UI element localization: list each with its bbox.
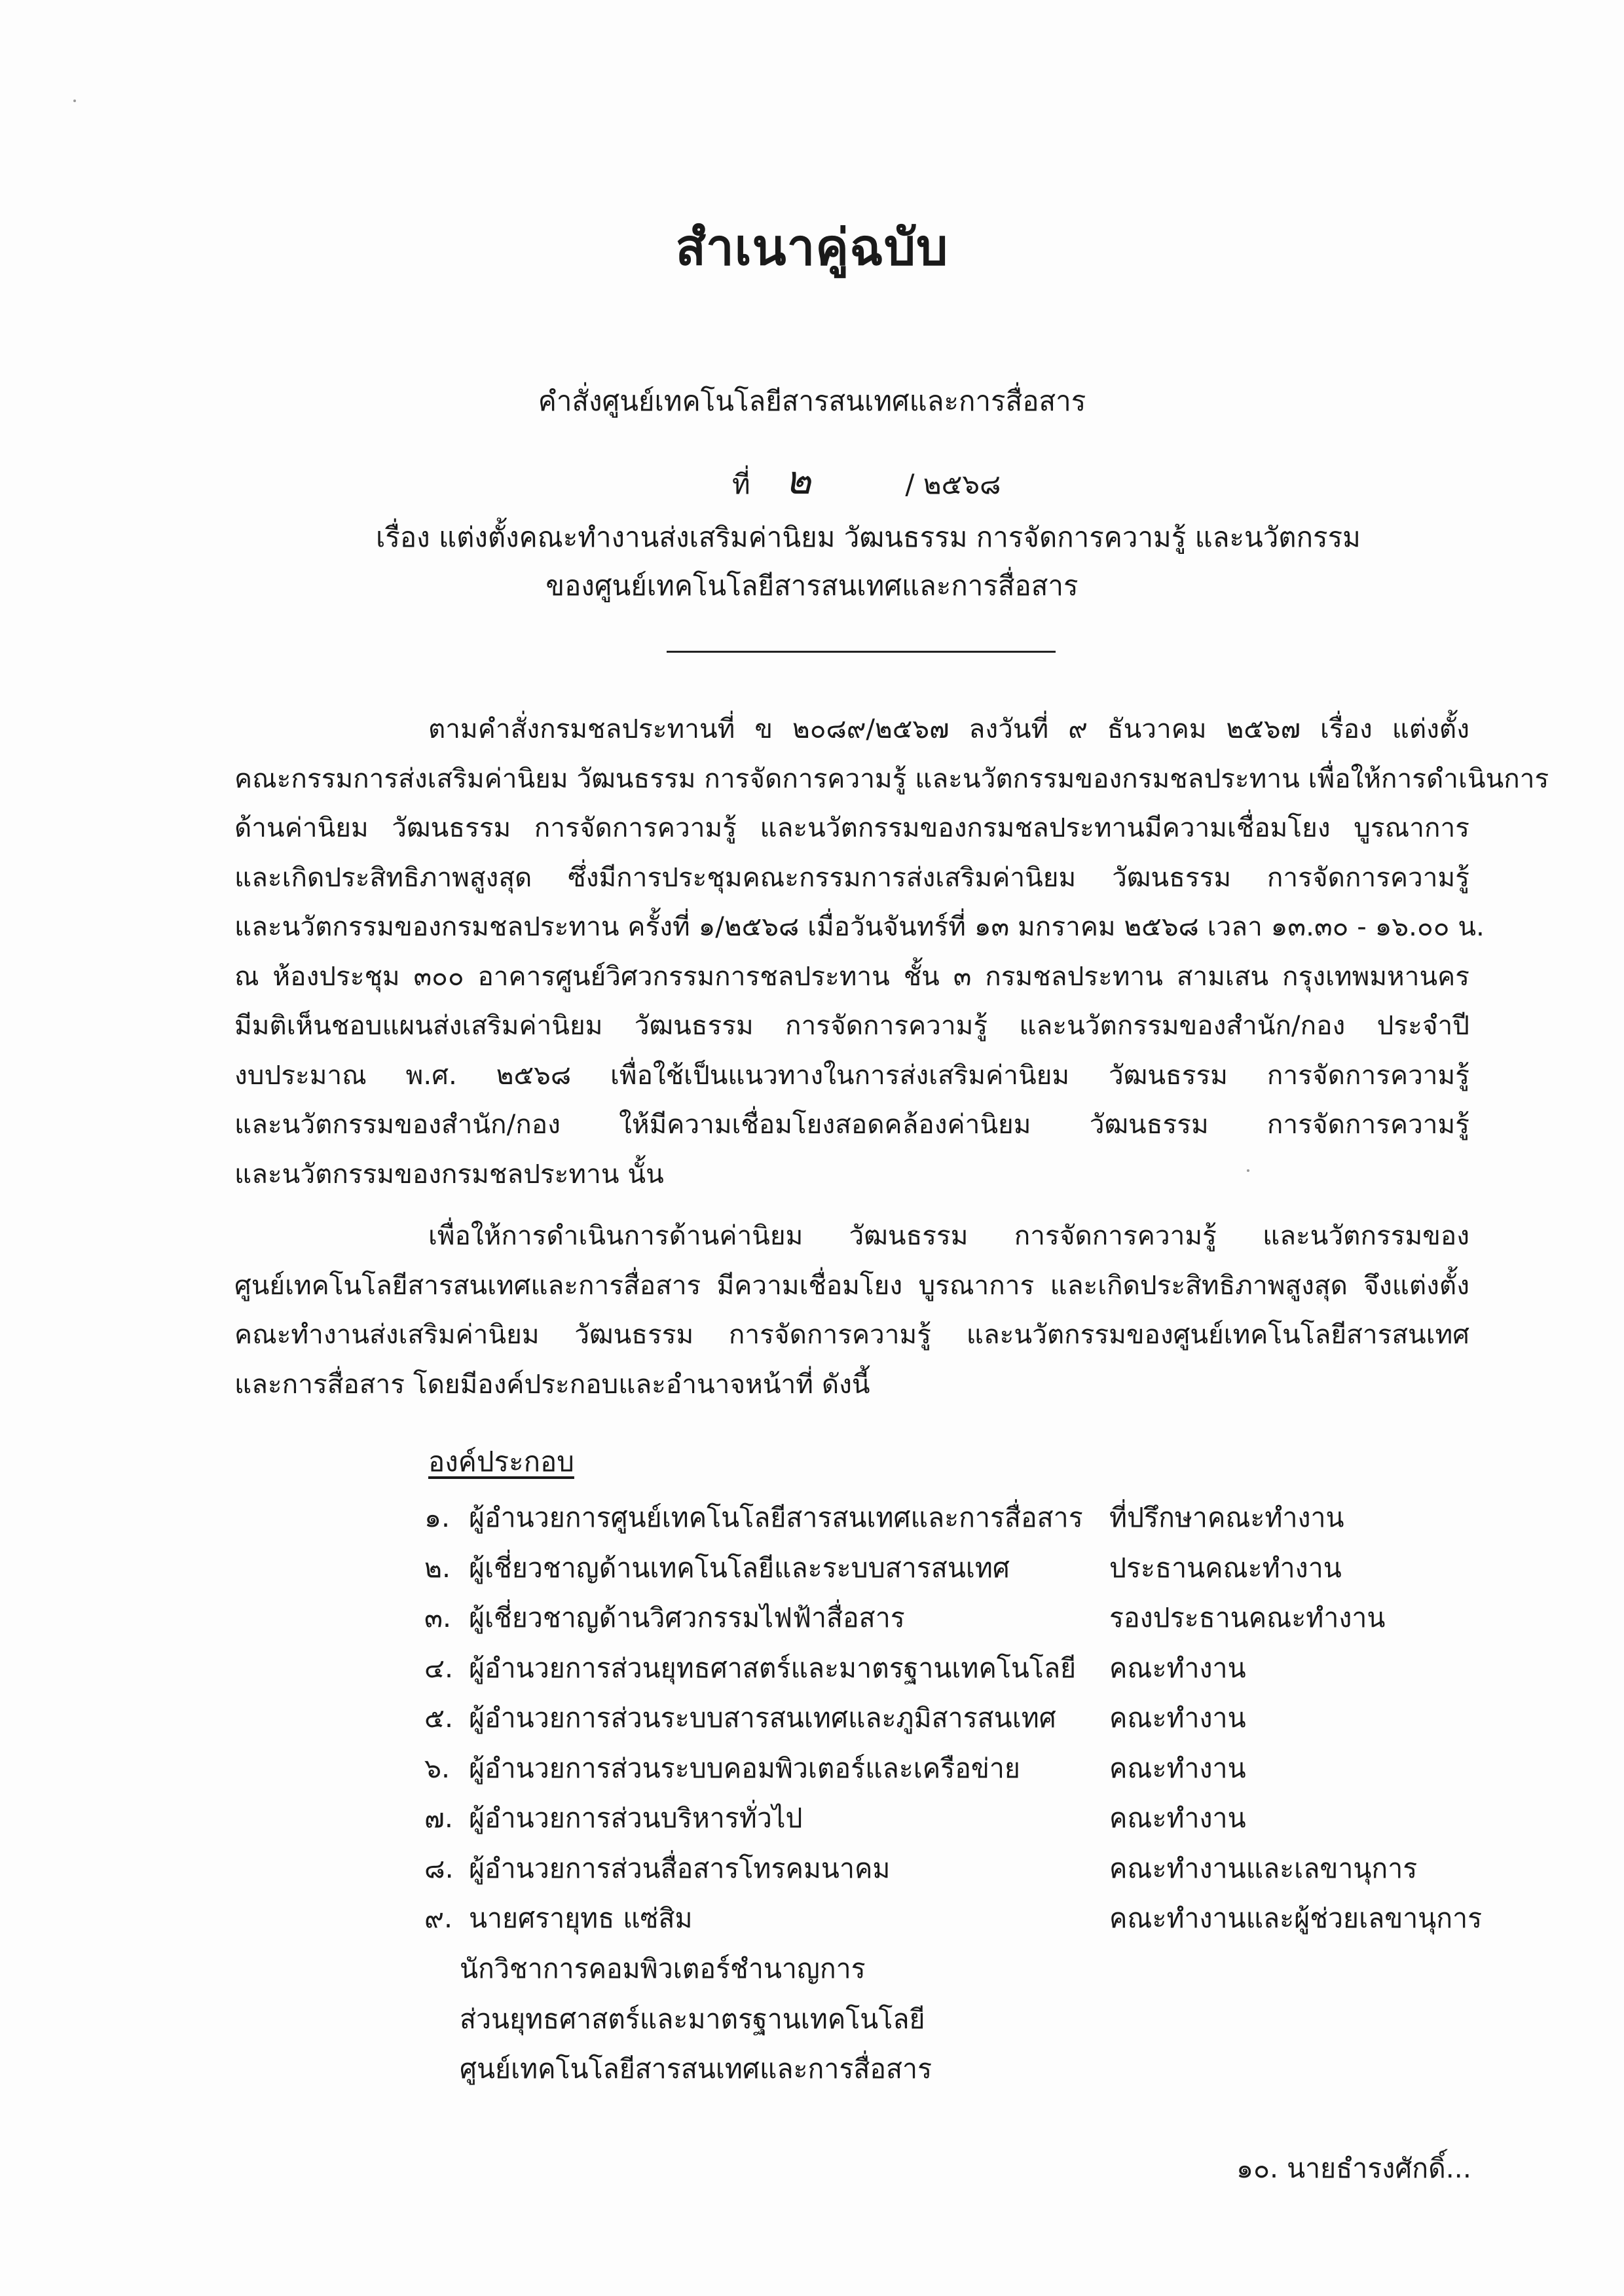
paragraph-appointment bbox=[234, 1211, 1469, 1409]
member-name: ผู้อำนวยการศูนย์เทคโนโลยีสารสนเทศและการสื่อสาร bbox=[469, 1502, 1083, 1533]
order-number-label: ที่ bbox=[732, 468, 750, 500]
member-row bbox=[0, 1897, 1624, 1948]
member-role: รองประธานคณะทำงาน bbox=[1109, 1602, 1386, 1633]
member-role: คณะทำงานและเลขานุการ bbox=[1109, 1852, 1418, 1884]
paragraph-line: ณ ห้องประชุม ๓๐๐ อาคารศูนย์วิศวกรรมการชลประทาน ชั้น ๓ กรมชลประทาน สามเสน กรุงเทพมหานคร bbox=[234, 960, 1469, 992]
member-role: คณะทำงาน bbox=[1109, 1702, 1246, 1734]
member-name: ผู้อำนวยการส่วนยุทธศาสตร์และมาตรฐานเทคโนโลยี bbox=[469, 1652, 1077, 1684]
member-name: ผู้เชี่ยวชาญด้านวิศวกรรมไฟฟ้าสื่อสาร bbox=[469, 1602, 905, 1633]
member-name: ผู้เชี่ยวชาญด้านเทคโนโลยีและระบบสารสนเทศ bbox=[469, 1552, 1010, 1584]
member-row bbox=[0, 1497, 1624, 1547]
member-9-division: ส่วนยุทธศาสตร์และมาตรฐานเทคโนโลยี bbox=[460, 2003, 925, 2035]
order-number-handwritten: ๒ bbox=[785, 458, 811, 503]
scan-speck bbox=[73, 100, 76, 102]
member-name: นายศรายุทธ แซ่สิม bbox=[469, 1903, 693, 1934]
paragraph-line: และนวัตกรรมของกรมชลประทาน นั้น bbox=[234, 1157, 664, 1190]
paragraph-reference bbox=[234, 704, 1549, 1199]
order-number bbox=[732, 449, 1001, 511]
member-number: ๓. bbox=[424, 1602, 452, 1633]
copy-stamp-title: สำเนาคู่ฉบับ bbox=[675, 218, 949, 276]
member-row bbox=[0, 1797, 1624, 1848]
member-row bbox=[0, 1697, 1624, 1747]
member-number: ๔. bbox=[424, 1652, 454, 1684]
member-number: ๕. bbox=[424, 1702, 454, 1734]
member-row bbox=[0, 1848, 1624, 1898]
paragraph-line: เพื่อให้การดำเนินการด้านค่านิยม วัฒนธรรม การจัดการความรู้ และนวัตกรรมของ bbox=[428, 1220, 1469, 1251]
member-role: คณะทำงานและผู้ช่วยเลขานุการ bbox=[1109, 1903, 1483, 1934]
composition-heading: องค์ประกอบ bbox=[428, 1446, 574, 1478]
header-divider bbox=[667, 651, 1056, 653]
member-number: ๗. bbox=[424, 1802, 453, 1834]
member-name: ผู้อำนวยการส่วนระบบคอมพิวเตอร์และเครือข่าย bbox=[469, 1752, 1020, 1784]
member-role: คณะทำงาน bbox=[1109, 1752, 1246, 1784]
paragraph-line: และนวัตกรรมของกรมชลประทาน ครั้งที่ ๑/๒๕๖๘ เมื่อวันจันทร์ที่ ๑๓ มกราคม ๒๕๖๘ เวลา ๑๓.๓๐ - ๑๖.๐๐ น. bbox=[234, 911, 1485, 942]
order-subject-line-2: ของศูนย์เทคโนโลยีสารสนเทศและการสื่อสาร bbox=[545, 570, 1079, 602]
member-list bbox=[0, 1497, 1624, 1948]
member-role: ประธานคณะทำงาน bbox=[1109, 1552, 1342, 1584]
member-9-position: นักวิชาการคอมพิวเตอร์ชำนาญการ bbox=[460, 1953, 866, 1984]
order-subject-line-1: เรื่อง แต่งตั้งคณะทำงานส่งเสริมค่านิยม วัฒนธรรม การจัดการความรู้ และนวัตกรรม bbox=[376, 521, 1361, 553]
member-number: ๘. bbox=[424, 1852, 454, 1884]
member-row bbox=[0, 1747, 1624, 1798]
member-number: ๑. bbox=[424, 1502, 451, 1533]
member-role: ที่ปรึกษาคณะทำงาน bbox=[1109, 1502, 1344, 1533]
member-role: คณะทำงาน bbox=[1109, 1802, 1246, 1834]
member-9-office: ศูนย์เทคโนโลยีสารสนเทศและการสื่อสาร bbox=[460, 2053, 932, 2085]
order-number-year: / ๒๕๖๘ bbox=[905, 468, 1001, 500]
paragraph-line: และการสื่อสาร โดยมีองค์ประกอบและอำนาจหน้าที่ ดังนี้ bbox=[234, 1368, 870, 1400]
member-row bbox=[0, 1547, 1624, 1597]
member-row bbox=[0, 1647, 1624, 1698]
order-title: คำสั่งศูนย์เทคโนโลยีสารสนเทศและการสื่อสาร bbox=[538, 385, 1086, 417]
member-row bbox=[0, 1597, 1624, 1647]
paragraph-line: ตามคำสั่งกรมชลประทานที่ ข ๒๐๘๙/๒๕๖๗ ลงวันที่ ๙ ธันวาคม ๒๕๖๗ เรื่อง แต่งตั้ง bbox=[428, 713, 1469, 744]
member-9-details bbox=[460, 1948, 932, 2098]
continuation-marker: ๑๐. นายธำรงศักดิ์... bbox=[1236, 2153, 1471, 2184]
member-name: ผู้อำนวยการส่วนบริหารทั่วไป bbox=[469, 1802, 803, 1834]
paragraph-line: ศูนย์เทคโนโลยีสารสนเทศและการสื่อสาร มีความเชื่อมโยง บูรณาการ และเกิดประสิทธิภาพสูงสุด จึงแต่งตั้ง bbox=[234, 1269, 1469, 1301]
paragraph-line: งบประมาณ พ.ศ. ๒๕๖๘ เพื่อใช้เป็นแนวทางในการส่งเสริมค่านิยม วัฒนธรรม การจัดการความรู้ bbox=[234, 1059, 1469, 1091]
paragraph-line: และเกิดประสิทธิภาพสูงสุด ซึ่งมีการประชุมคณะกรรมการส่งเสริมค่านิยม วัฒนธรรม การจัดการความรู้ bbox=[234, 861, 1469, 893]
member-role: คณะทำงาน bbox=[1109, 1652, 1246, 1684]
paragraph-line: และนวัตกรรมของสำนัก/กอง ให้มีความเชื่อมโยงสอดคล้องค่านิยม วัฒนธรรม การจัดการความรู้ bbox=[234, 1108, 1469, 1140]
member-number: ๙. bbox=[424, 1903, 453, 1934]
paragraph-line: คณะทำงานส่งเสริมค่านิยม วัฒนธรรม การจัดการความรู้ และนวัตกรรมของศูนย์เทคโนโลยีสารสนเทศ bbox=[234, 1319, 1469, 1350]
member-number: ๒. bbox=[424, 1552, 451, 1584]
member-name: ผู้อำนวยการส่วนระบบสารสนเทศและภูมิสารสนเทศ bbox=[469, 1702, 1056, 1734]
member-name: ผู้อำนวยการส่วนสื่อสารโทรคมนาคม bbox=[469, 1852, 891, 1884]
paragraph-line: ด้านค่านิยม วัฒนธรรม การจัดการความรู้ และนวัตกรรมของกรมชลประทานมีความเชื่อมโยง บูรณาการ bbox=[234, 812, 1469, 843]
paragraph-line: คณะกรรมการส่งเสริมค่านิยม วัฒนธรรม การจัดการความรู้ และนวัตกรรมของกรมชลประทาน เพื่อให้การดำเนินการ bbox=[234, 762, 1549, 794]
paragraph-line: มีมติเห็นชอบแผนส่งเสริมค่านิยม วัฒนธรรม การจัดการความรู้ และนวัตกรรมของสำนัก/กอง ประจำปี bbox=[234, 1010, 1469, 1041]
member-number: ๖. bbox=[424, 1752, 451, 1784]
